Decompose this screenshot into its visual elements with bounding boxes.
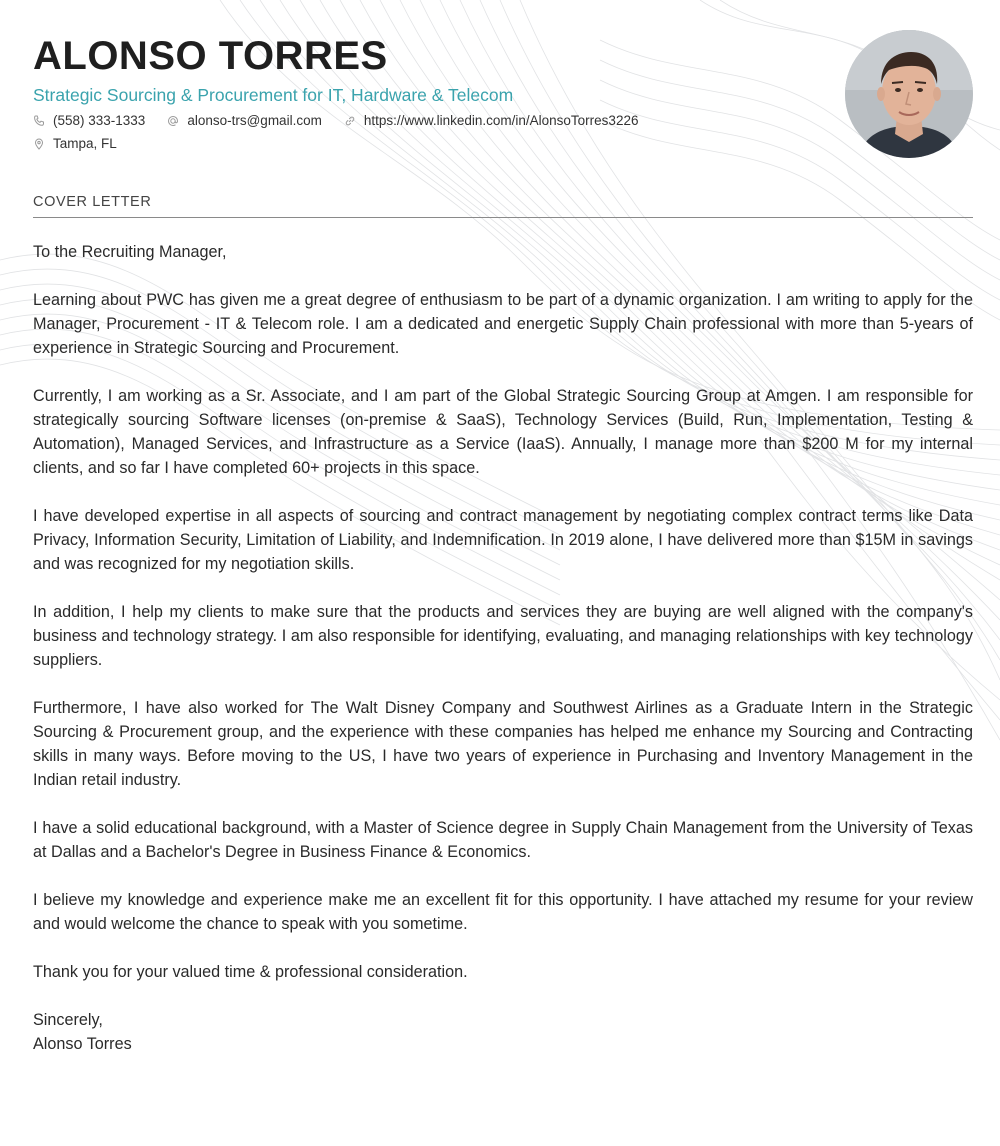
letter-signature: Alonso Torres [33, 1035, 132, 1053]
contact-email[interactable] [167, 111, 322, 131]
letter-paragraph-8: Thank you for your valued time & professional consideration. [33, 963, 468, 981]
portrait-illustration [845, 30, 973, 158]
letter-paragraph-4: In addition, I help my clients to make sure that the products and services they are buying are well aligned with the company's business and technology strategy. I am also responsible for identifying, evaluating, and managing relationships with key technology suppliers. [33, 603, 973, 669]
location-pin-icon [33, 138, 45, 150]
profile-photo [845, 30, 973, 158]
letter-paragraph-5: Furthermore, I have also worked for The Walt Disney Company and Southwest Airlines as a Graduate Intern in the Strategic Sourcing & Procurement group, and the experience with these companies has helped me enhance my Sourcing and Contracting skills in many ways. Before moving to the US, I have two years of experience in Purchasing and Inventory Management in the Indian retail industry. [33, 699, 973, 789]
header [33, 34, 833, 154]
letter-body [33, 240, 973, 1056]
email-text: alonso-trs@gmail.com [187, 113, 322, 128]
letter-closing: Sincerely, [33, 1011, 103, 1029]
contact-location [33, 134, 117, 154]
letter-paragraph-3: I have developed expertise in all aspects of sourcing and contract management by negotiating complex contract terms like Data Privacy, Information Security, Limitation of Liability, and Indemnification. In 2019 alone, I have delivered more than $15M in savings and was recognized for my negotiation skills. [33, 507, 973, 573]
contact-linkedin[interactable] [344, 111, 639, 131]
section-divider [33, 217, 973, 218]
candidate-name: ALONSO TORRES [33, 34, 388, 78]
link-icon [344, 115, 356, 127]
at-icon [167, 115, 179, 127]
linkedin-text: https://www.linkedin.com/in/AlonsoTorres3226 [363, 113, 639, 128]
contact-row [33, 111, 833, 131]
letter-salutation: To the Recruiting Manager, [33, 243, 227, 261]
phone-text: (558) 333-1333 [53, 113, 146, 128]
letter-paragraph-6: I have a solid educational background, with a Master of Science degree in Supply Chain Management from the University of Texas at Dallas and a Bachelor's Degree in Business Finance & Economics. [33, 819, 973, 861]
section-title-cover-letter: COVER LETTER [33, 194, 152, 210]
candidate-subtitle: Strategic Sourcing & Procurement for IT, Hardware & Telecom [33, 85, 514, 105]
contact-phone [33, 111, 145, 131]
phone-icon [33, 115, 45, 127]
letter-paragraph-2: Currently, I am working as a Sr. Associate, and I am part of the Global Strategic Sourcing Group at Amgen. I am responsible for strategically sourcing Software licenses (on-premise & SaaS), Technology Services (Build, Run, Implementation, Testing & Automation), Managed Services, and Infrastructure as a Service (IaaS). Annually, I manage more than $200 M for my internal clients, and so far I have completed 60+ projects in this space. [33, 387, 973, 477]
letter-paragraph-7: I believe my knowledge and experience make me an excellent fit for this opportunity. I have attached my resume for your review and would welcome the chance to speak with you sometime. [33, 891, 973, 933]
location-text: Tampa, FL [53, 136, 117, 151]
contact-row-location [33, 134, 833, 154]
letter-paragraph-1: Learning about PWC has given me a great degree of enthusiasm to be part of a dynamic organization. I am writing to apply for the Manager, Procurement - IT & Telecom role. I am a dedicated and energetic Supply Chain professional with more than 5-years of experience in Strategic Sourcing and Procurement. [33, 291, 973, 357]
